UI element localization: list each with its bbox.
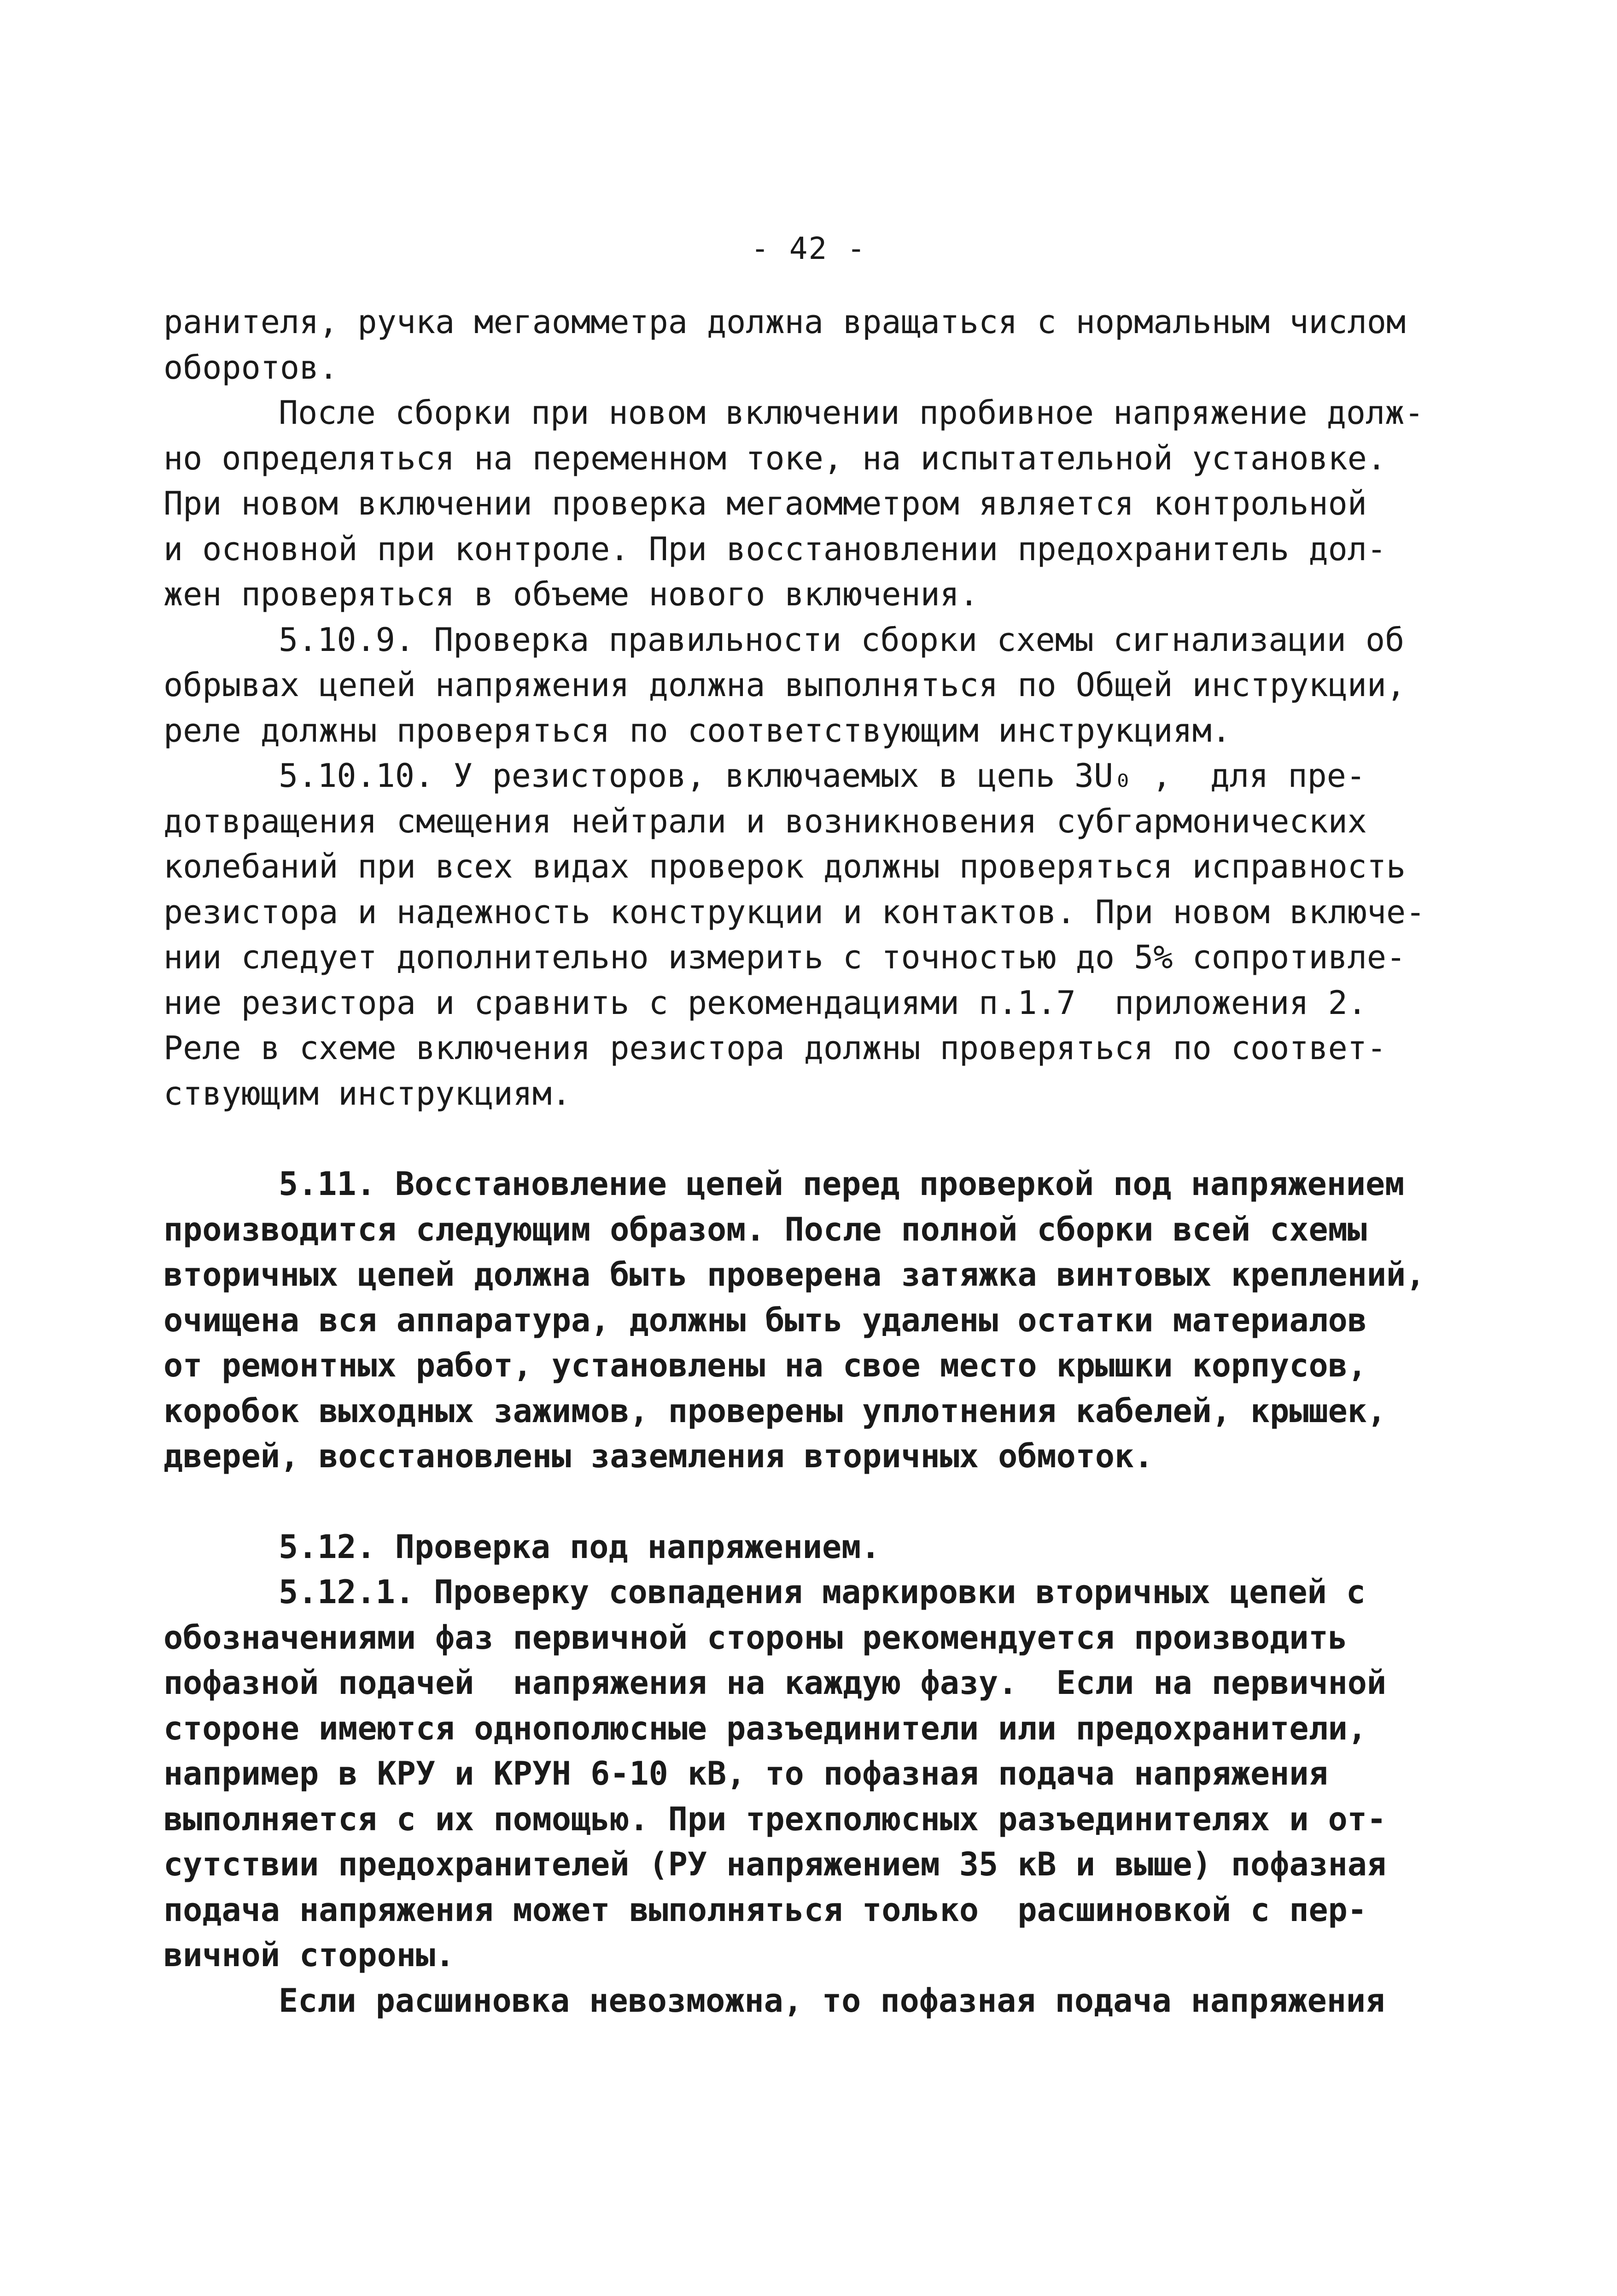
text-line: сутствии предохранителей (РУ напряжением 35 кВ и выше) пофазная [163,1845,1387,1883]
text-line: Реле в схеме включения резистора должны проверяться по соответ- [163,1029,1387,1067]
text-line: После сборки при новом включении пробивное напряжение долж- [279,394,1424,432]
body-text [163,299,1453,2023]
text-line: подача напряжения может выполняться только расшиновкой с пер- [163,1891,1367,1929]
paragraph-p2 [163,390,1453,617]
text-line: выполняется с их помощью. При трехполюсных разъединителях и от- [163,1800,1387,1838]
text-line: При новом включении проверка мегаомметром является контрольной [163,485,1367,522]
paragraph-gap [163,1479,1453,1524]
text-line: от ремонтных работ, установлены на свое место крышки корпусов, [163,1347,1367,1384]
text-line: ние резистора и сравнить с рекомендациями п.1.7 приложения 2. [163,984,1367,1022]
text-line: резистора и надежность конструкции и контактов. При новом включе- [163,893,1425,931]
text-line: оборотов. [163,348,339,387]
text-line: дотвращения смещения нейтрали и возникновения субгармонических [163,802,1367,840]
text-line: очищена вся аппаратура, должны быть удалены остатки материалов [163,1301,1367,1339]
text-line: стороне имеются однополюсные разъединители или предохранители, [163,1709,1367,1747]
paragraph-p5 [163,1161,1453,1479]
paragraph-p3 [163,617,1453,754]
text-line: дверей, восстановлены заземления вторичных обмоток. [163,1437,1154,1475]
text-line: реле должны проверяться по соответствующим инструкциям. [163,711,1231,750]
text-line: ствующим инструкциям. [163,1074,572,1113]
text-line: но определяться на переменном токе, на испытательной установке. [163,439,1387,477]
paragraph-p1 [163,299,1453,390]
text-line: коробок выходных зажимов, проверены уплотнения кабелей, крышек, [163,1392,1387,1430]
text-line: вторичных цепей должна быть проверена затяжка винтовых креплений, [163,1256,1425,1294]
text-line: производится следующим образом. После полной сборки всей схемы [163,1210,1367,1248]
text-line: например в КРУ и КРУН 6-10 кВ, то пофазная подача напряжения [163,1755,1328,1792]
text-line: жен проверяться в объеме нового включения. [163,575,979,613]
text-line: ранителя, ручка мегаомметра должна вращаться с нормальным числом [163,303,1406,341]
text-line: 5.12.1. Проверку совпадения маркировки вторичных цепей с [279,1573,1366,1611]
text-line: нии следует дополнительно измерить с точностью до 5% сопротивле- [163,938,1406,976]
text-line: пофазной подачей напряжения на каждую фазу. Если на первичной [163,1664,1387,1702]
text-line: 5.10.9. Проверка правильности сборки схемы сигнализации об [279,621,1405,659]
paragraph-p7 [163,1570,1453,1978]
paragraph-p4 [163,753,1453,1116]
paragraph-gap [163,1116,1453,1161]
text-line: Если расшиновка невозможна, то пофазная подача напряжения [279,1981,1385,2020]
text-line: и основной при контроле. При восстановлении предохранитель дол- [163,530,1387,568]
text-line: 5.12. Проверка под напряжением. [279,1528,881,1566]
text-line: обрывах цепей напряжения должна выполняться по Общей инструкции, [163,666,1406,704]
paragraph-p8 [163,1978,1453,2024]
page-number: - 42 - [751,231,866,266]
text-line: колебаний при всех видах проверок должны проверяться исправность [163,848,1406,885]
paragraph-p6 [163,1524,1453,1570]
text-line: вичной стороны. [163,1936,455,1974]
text-line: 5.11. Восстановление цепей перед проверкой под напряжением [279,1165,1405,1203]
text-line: 5.10.10. У резисторов, включаемых в цепь 3U₀ , для пре- [279,757,1366,795]
text-line: обозначениями фаз первичной стороны рекомендуется производить [163,1618,1348,1657]
